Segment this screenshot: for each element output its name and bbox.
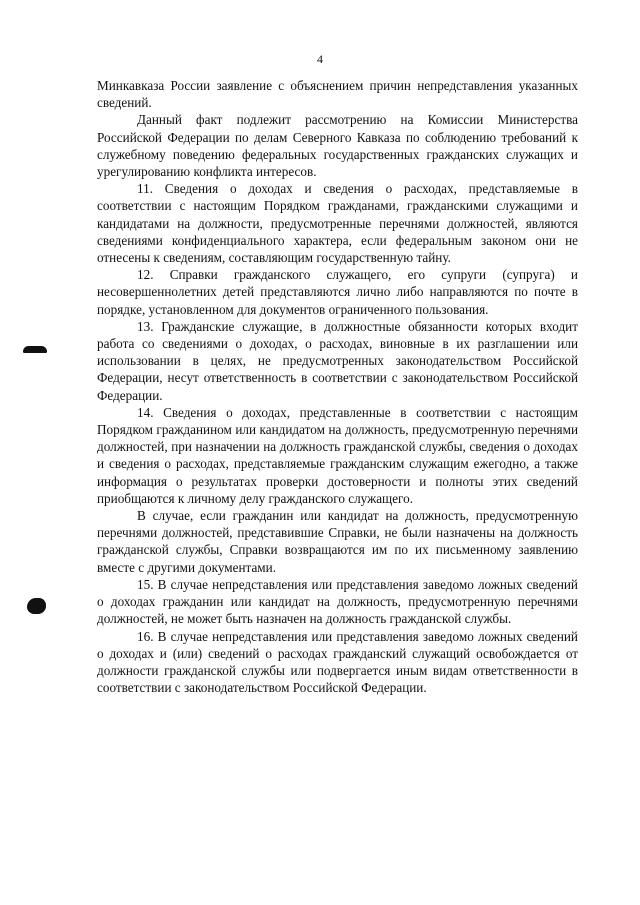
paragraph-item-13: 13. Гражданские служащие, в должностные обязанности которых входит работа со сведениями о доходах, о расходах, виновные в их разглашении или использовании в целях, не предусмотренных законодательством Российской Федерации, несут ответственность в соответствии с законодательством Российской Федерации. [97, 318, 578, 403]
paragraph-item-11: 11. Сведения о доходах и сведения о расходах, представляемые в соответствии с настоящим Порядком гражданами, гражданскими служащими и кандидатами на должности, предусмотренные перечнями должностей, являются сведениями конфиденциального характера, если федеральным законом они не отнесены к сведениям, составляющим государственную тайну. [97, 181, 578, 266]
paragraph: В случае, если гражданин или кандидат на должность, предусмотренную перечнями должностей, представившие Справки, не были назначены на должность гражданской службы, Справки возвращаются им по их письменному заявлению вместе с другими документами. [97, 508, 578, 575]
paragraph-item-14: 14. Сведения о доходах, представленные в соответствии с настоящим Порядком гражданином или кандидатом на должность, предусмотренную перечнями должностей, при назначении на должность гражданской службы, сведения о доходах и сведения о расходах, представляемые гражданским служащим ежегодно, а также информация о результатах проверки достоверности и полноты этих сведений приобщаются к личному делу гражданского служащего. [97, 404, 578, 506]
hole-punch-mark [23, 346, 47, 353]
document-body [97, 77, 578, 696]
page-number: 4 [317, 52, 323, 66]
hole-punch-mark [27, 598, 46, 614]
paragraph-item-15: 15. В случае непредставления или представления заведомо ложных сведений о доходах гражданин или кандидат на должность, предусмотренную перечнями должностей, не может быть назначен на должность гражданской службы. [97, 576, 578, 627]
paragraph: Данный факт подлежит рассмотрению на Комиссии Министерства Российской Федерации по делам Северного Кавказа по соблюдению требований к служебному поведению федеральных государственных гражданских служащих и урегулированию конфликта интересов. [97, 112, 578, 180]
paragraph-item-16: 16. В случае непредставления или представления заведомо ложных сведений о доходах и (или) сведений о расходах гражданский служащий освобождается от должности гражданской службы или подвергается иным видам ответственности в соответствии с законодательством Российской Федерации. [97, 628, 578, 696]
paragraph-item-12: 12. Справки гражданского служащего, его супруги (супруга) и несовершеннолетних детей представляются лично либо направляются по почте в порядке, установленном для документов ограниченного пользования. [97, 267, 578, 317]
paragraph-continuation: Минкавказа России заявление с объяснением причин непредставления указанных сведений. [97, 78, 578, 111]
